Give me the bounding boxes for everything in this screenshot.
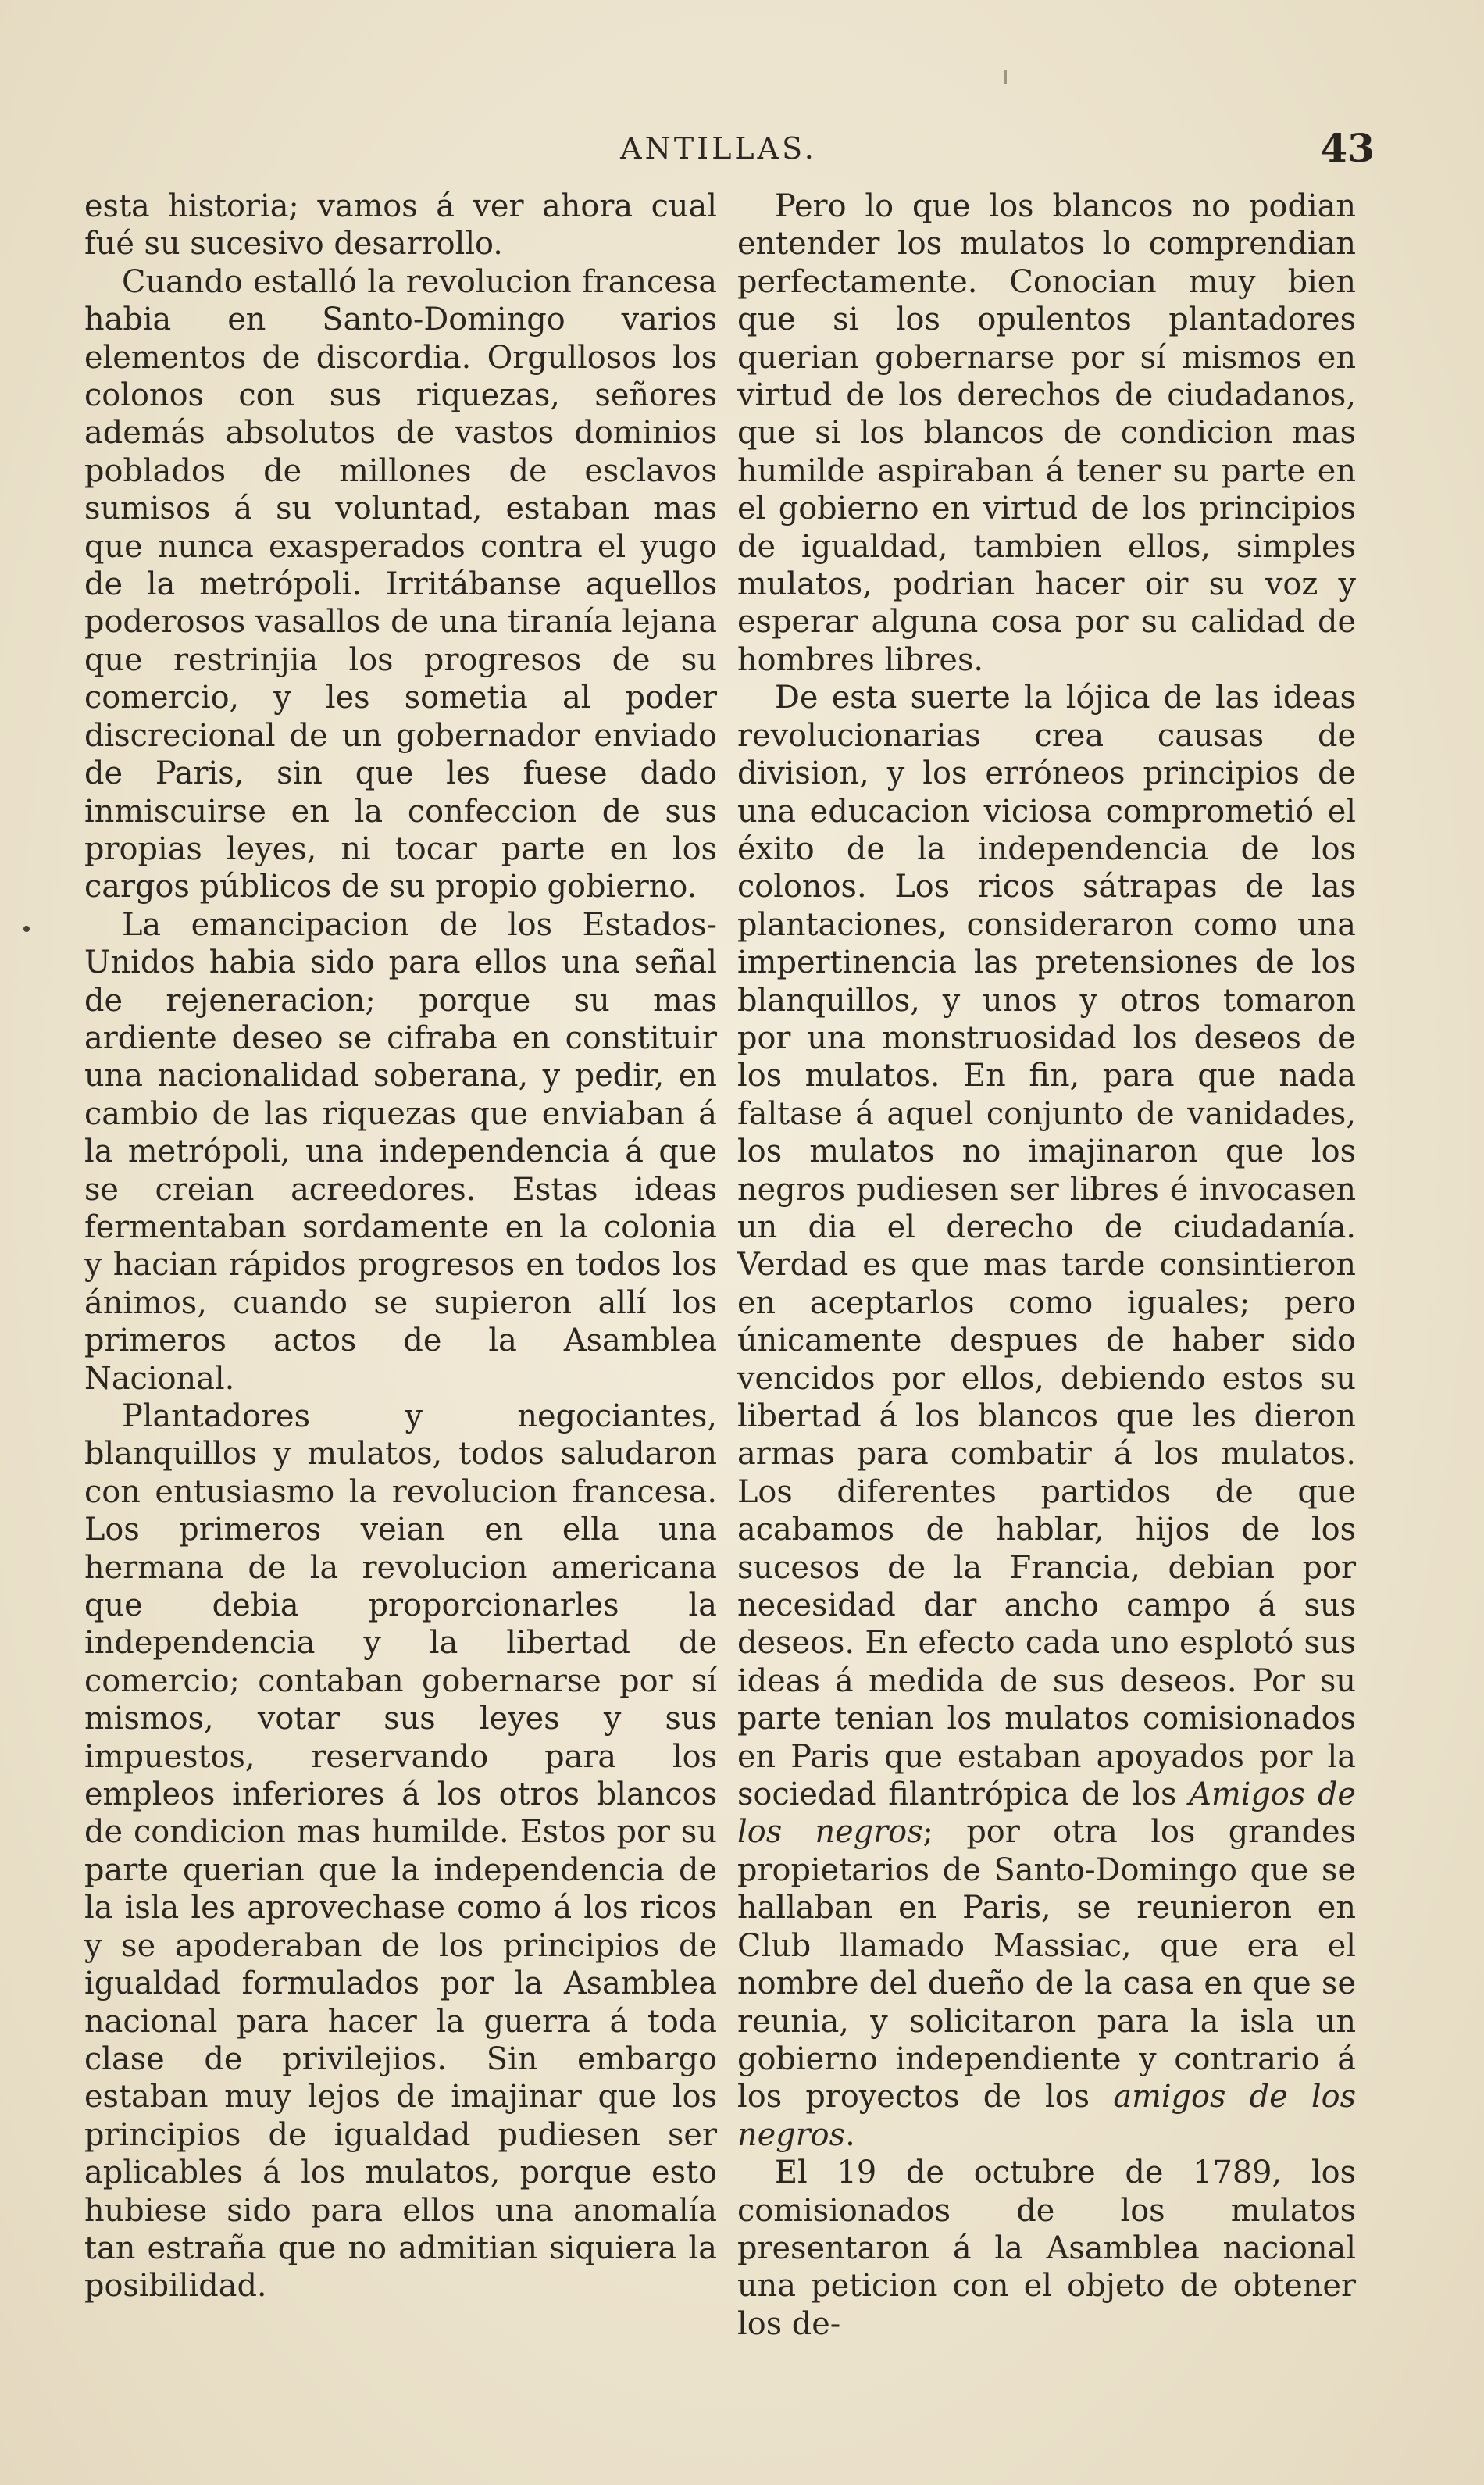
paragraph: Cuando estalló la revolucion francesa habia en Santo-Domingo varios elementos de discordia. Orgullosos los colonos con sus riquezas, señores además absolutos de vastos dominios poblados de millones de esclavos sumisos á su voluntad, estaban mas que nunca exasperados contra el yugo de la metrópoli. Irritábanse aquellos poderosos vasallos de una tiranía lejana que restrinjia los progresos de su comercio, y les sometia al poder discrecional de un gobernador enviado de Paris, sin que les fuese dado inmiscuirse en la confeccion de sus propias leyes, ni tocar parte en los cargos públicos de su propio gobierno. — [84, 263, 717, 905]
paragraph — [737, 679, 1356, 2154]
italic-phrase: Amigos de los negros — [737, 1776, 1356, 1851]
paragraph: El 19 de octubre de 1789, los comisionados de los mulatos presentaron á la Asamblea nacional una peticion con el objeto de obtener los de- — [737, 2155, 1356, 2342]
italic-phrase: amigos de los negros — [737, 2079, 1356, 2153]
paragraph: La emancipacion de los Estados-Unidos habia sido para ellos una señal de rejeneracion; porque su mas ardiente deseo se cifraba en constituir una nacionalidad soberana, y pedir, en cambio de las riquezas que enviaban á la metrópoli, una independencia á que se creian acreedores. Estas ideas fermentaban sordamente en la colonia y hacian rápidos progresos en todos los ánimos, cuando se supieron allí los primeros actos de la Asamblea Nacional. — [84, 906, 717, 1397]
paragraph-text: . — [845, 2116, 855, 2153]
paragraph-text: ; por otra los grandes propietarios de Santo-Domingo que se hallaban en Paris, se reunieron en Club llamado Massiac, que era el nombre del dueño de la casa en que se reunia, y solicitaron para la isla un gobierno independiente y contrario á los proyectos de los — [737, 1814, 1356, 2115]
paragraph: Pero lo que los blancos no podian entender los mulatos lo comprendian perfectamente. Conocian muy bien que si los opulentos plantadores querian gobernarse por sí mismos en virtud de los derechos de ciudadanos, que si los blancos de condicion mas humilde aspiraban á tener su parte en el gobierno en virtud de los principios de igualdad, tambien ellos, simples mulatos, podrian hacer oir su voz y esperar alguna cosa por su calidad de hombres libres. — [737, 188, 1356, 678]
ink-dot — [23, 926, 30, 932]
running-title: ANTILLAS. — [620, 131, 817, 166]
right-column — [737, 187, 1356, 2343]
paragraph-text: De esta suerte la lójica de las ideas revolucionarias crea causas de division, y los erróneos principios de una educacion viciosa comprometió el éxito de la independencia de los colonos. Los ricos sátrapas de las plantaciones, consideraron como una impertinencia las pretensiones de los blanquillos, y unos y otros tomaron por una monstruosidad los deseos de los mulatos. En fin, para que nada faltase á aquel conjunto de vanidades, los mulatos no imajinaron que los negros pudiesen ser libres é invocasen un dia el derecho de ciudadanía. Verdad es que mas tarde consintieron en aceptarlos como iguales; pero únicamente despues de haber sido vencidos por ellos, debiendo estos su libertad á los blancos que les dieron armas para combatir á los mulatos. Los diferentes partidos de que acabamos de hablar, hijos de los sucesos de la Francia, debian por necesidad dar ancho campo á sus deseos. En efecto cada uno esplotó sus ideas á medida de sus deseos. Por su parte tenian los mulatos comisionados en Paris que estaban apoyados por la sociedad filantrópica de los — [737, 680, 1356, 1813]
paragraph: esta historia; vamos á ver ahora cual fué su sucesivo desarrollo. — [84, 188, 717, 262]
print-mark — [1004, 70, 1007, 84]
page-number: 43 — [1320, 125, 1375, 171]
paragraph: Plantadores y negociantes, blanquillos y mulatos, todos saludaron con entusiasmo la revolucion francesa. Los primeros veian en ella una hermana de la revolucion americana que debia proporcionarles la independencia y la libertad de comercio; contaban gobernarse por sí mismos, votar sus leyes y sus impuestos, reservando para los empleos inferiores á los otros blancos de condicion mas humilde. Estos por su parte querian que la independencia de la isla les aprovechase como á los ricos y se apoderaban de los principios de igualdad formulados por la Asamblea nacional para hacer la guerra á toda clase de privilejios. Sin embargo estaban muy lejos de imajinar que los principios de igualdad pudiesen ser aplicables á los mulatos, porque esto hubiese sido para ellos una anomalía tan estraña que no admitian siquiera la posibilidad. — [84, 1398, 717, 2305]
left-column — [84, 187, 717, 2305]
page-header — [78, 125, 1375, 186]
